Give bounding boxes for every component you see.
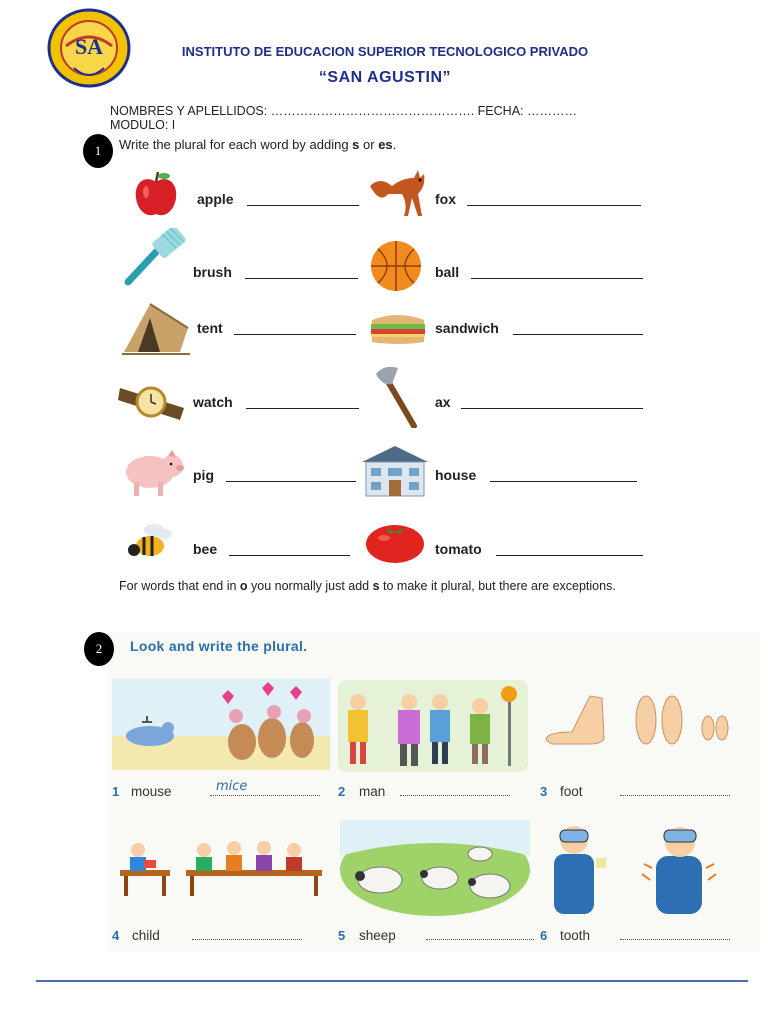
word-watch: watch — [193, 394, 233, 410]
item-word-mouse: mouse — [131, 784, 172, 799]
word-sandwich: sandwich — [435, 320, 499, 336]
answer-line-man[interactable] — [400, 795, 510, 796]
answer-blank-apple[interactable] — [247, 205, 359, 206]
children-image — [116, 832, 326, 900]
item-word-child: child — [132, 928, 160, 943]
answer-line-foot[interactable] — [620, 795, 730, 796]
item-word-tooth: tooth — [560, 928, 591, 943]
institution-name: INSTITUTO DE EDUCACION SUPERIOR TECNOLOGICO PRIVADO — [181, 44, 589, 59]
item-number: 1 — [112, 784, 120, 799]
instruction-text: . — [392, 137, 397, 152]
module-line: MODULO: I — [110, 118, 176, 132]
item-word-man: man — [359, 784, 386, 799]
plural-o-note — [119, 579, 616, 593]
item-number: 4 — [112, 928, 120, 943]
bottom-rule — [36, 980, 748, 982]
bee-icon — [124, 520, 174, 562]
exercise-2-number: 2 — [84, 632, 114, 666]
sandwich-icon — [368, 310, 428, 346]
answer-line-sheep[interactable] — [426, 939, 534, 940]
tomato-icon — [364, 520, 426, 564]
item-number: 2 — [338, 784, 346, 799]
pig-icon — [120, 446, 186, 498]
fox-icon — [362, 164, 432, 220]
instruction-text: or — [359, 137, 379, 152]
mice-scene-image — [112, 678, 330, 770]
exercise-2-title: Look and write the plural. — [130, 638, 308, 654]
note-s: s — [372, 579, 380, 593]
word-tomato: tomato — [435, 541, 482, 557]
word-bee: bee — [193, 541, 218, 557]
word-ax: ax — [435, 394, 451, 410]
instruction-s: s — [352, 137, 360, 152]
note-text: For words that end in — [119, 579, 240, 593]
ball-icon — [368, 240, 424, 292]
word-pig: pig — [193, 467, 214, 483]
names-date-line: NOMBRES Y APLELLIDOS: …………………………………………. FECHA: ………… — [110, 104, 577, 118]
item-word-sheep: sheep — [359, 928, 396, 943]
answer-blank-watch[interactable] — [246, 408, 359, 409]
item-word-foot: foot — [560, 784, 583, 799]
answer-blank-tomato[interactable] — [496, 555, 643, 556]
feet-image — [542, 688, 742, 748]
instruction-es: es — [378, 137, 393, 152]
note-o: o — [239, 579, 248, 593]
note-text: to make it plural, but there are exceptions. — [379, 579, 616, 593]
brush-icon — [122, 228, 188, 288]
tent-icon — [120, 298, 192, 356]
answer-blank-brush[interactable] — [245, 278, 358, 279]
word-tent: tent — [197, 320, 223, 336]
item-number: 5 — [338, 928, 346, 943]
teeth-divers-image — [544, 814, 744, 918]
ax-icon — [374, 364, 420, 428]
item-number: 3 — [540, 784, 548, 799]
men-scene-image — [338, 680, 528, 772]
word-brush: brush — [193, 264, 232, 280]
answer-blank-bee[interactable] — [229, 555, 350, 556]
apple-icon — [130, 168, 182, 220]
word-fox: fox — [435, 191, 456, 207]
exercise-1-instruction — [119, 137, 396, 152]
svg-text:SA: SA — [74, 34, 104, 59]
item-number: 6 — [540, 928, 548, 943]
answer-blank-pig[interactable] — [226, 481, 356, 482]
answer-blank-fox[interactable] — [467, 205, 641, 206]
word-house: house — [435, 467, 477, 483]
answer-blank-house[interactable] — [490, 481, 637, 482]
answer-blank-sandwich[interactable] — [513, 334, 643, 335]
answer-line-tooth[interactable] — [620, 939, 730, 940]
word-apple: apple — [197, 191, 234, 207]
answer-blank-tent[interactable] — [234, 334, 356, 335]
example-answer-mice: mice — [216, 779, 248, 794]
school-logo — [44, 8, 134, 90]
word-ball: ball — [435, 264, 460, 280]
house-icon — [360, 444, 430, 498]
answer-blank-ball[interactable] — [471, 278, 643, 279]
school-name: “SAN AGUSTIN” — [318, 69, 452, 86]
sheep-scene-image — [340, 820, 530, 916]
instruction-text: Write the plural for each word by adding — [119, 137, 353, 152]
exercise-1-number: 1 — [83, 134, 113, 168]
answer-line-mouse[interactable] — [210, 795, 320, 796]
watch-icon — [118, 378, 188, 424]
note-text: you normally just add — [247, 579, 373, 593]
answer-blank-ax[interactable] — [461, 408, 643, 409]
answer-line-child[interactable] — [192, 939, 302, 940]
